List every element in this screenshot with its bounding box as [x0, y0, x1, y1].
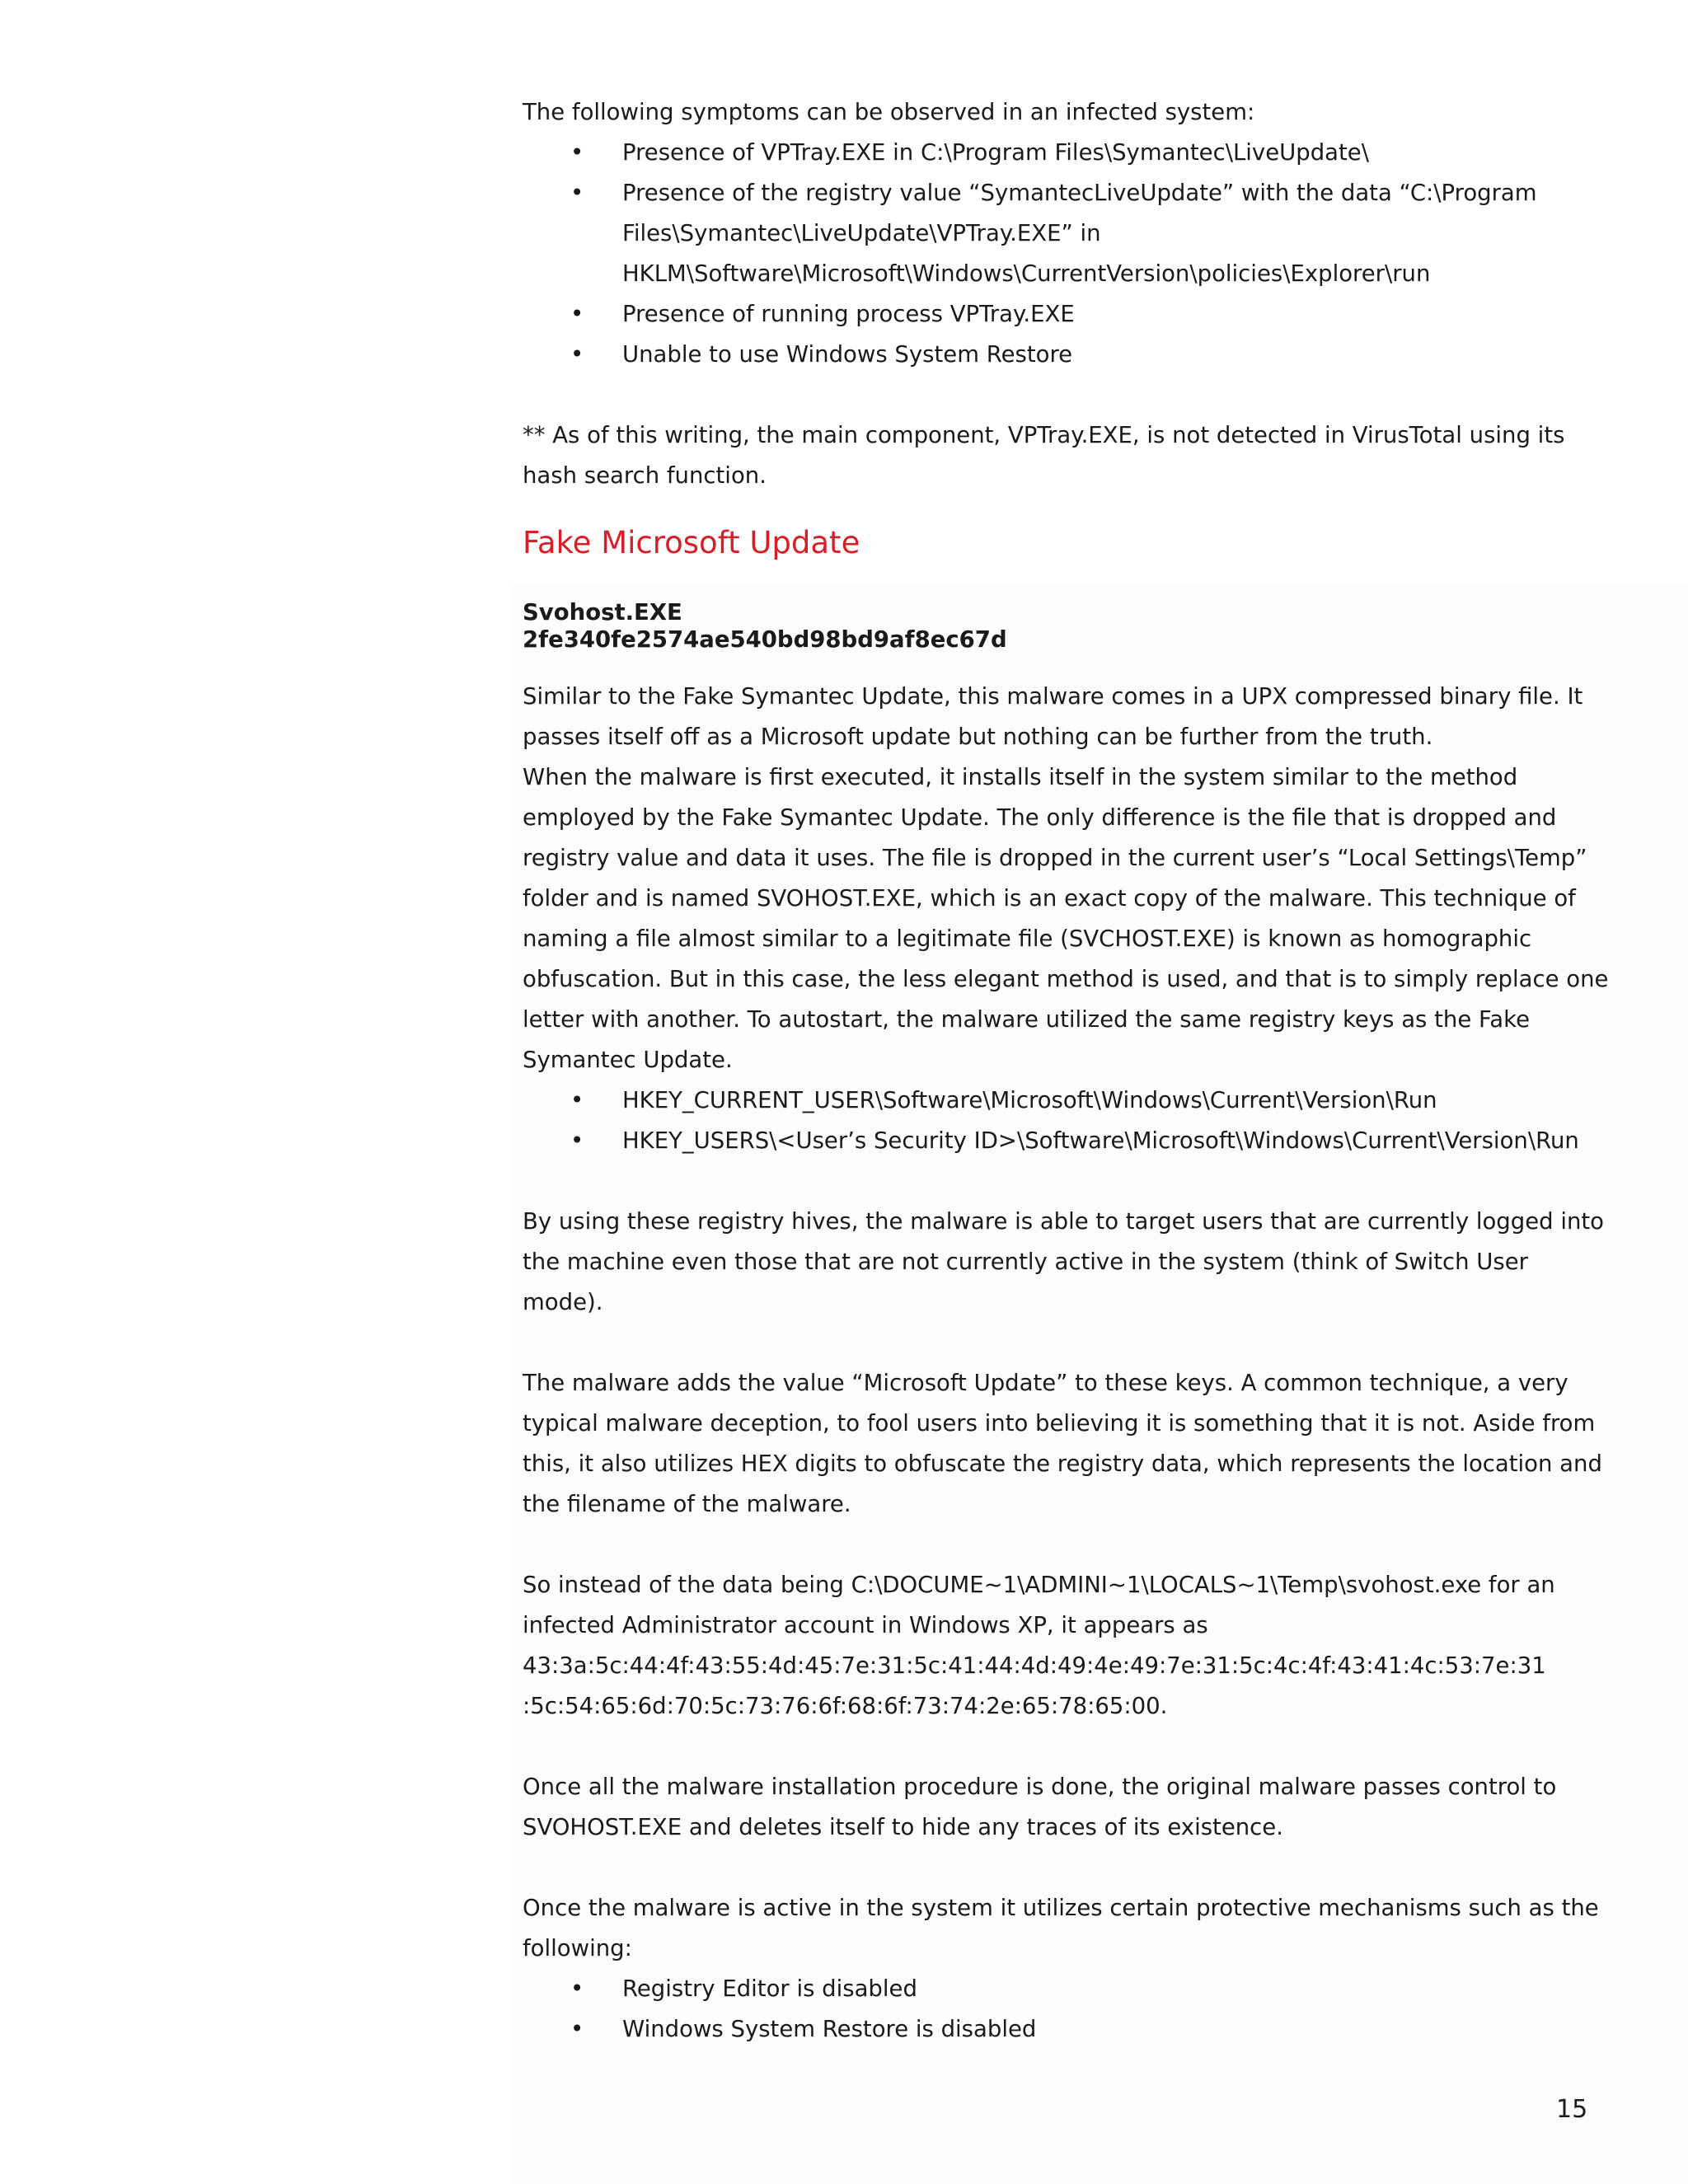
paragraph-intro: Similar to the Fake Symantec Update, this malware comes in a UPX compressed binary file. It passes itself off as a Microsoft update but nothing can be further from the truth.	[523, 683, 1583, 750]
list-item: • Registry Editor is disabled	[523, 1969, 1611, 2009]
file-hash: 2fe340fe2574ae540bd98bd9af8ec67d	[523, 626, 1007, 653]
symptoms-list	[523, 133, 1611, 375]
paragraph-protections: Once the malware is active in the system it utilizes certain protective mechanisms such as the following:	[523, 1895, 1599, 1961]
bullet-icon: •	[570, 1975, 584, 2002]
list-item: • Windows System Restore is disabled	[523, 2009, 1611, 2050]
paragraph-installation: When the malware is first executed, it installs itself in the system similar to the method employed by the Fake Symantec Update. The only difference is the file that is dropped and registry value and data it uses. The file is dropped in the current user’s “Local Settings\Temp” folder and is named SVOHOST.EXE, which is an exact copy of the malware. This technique of naming a file almost similar to a legitimate file (SVCHOST.EXE) is known as homographic obfuscation. But in this case, the less elegant method is used, and that is to simply replace one letter with another. To autostart, the malware utilized the same registry keys as the Fake Symantec Update.	[523, 764, 1609, 1073]
paragraph-hex-data: So instead of the data being C:\DOCUME~1\ADMINI~1\LOCALS~1\Temp\svohost.exe for an infected Administrator account in Windows XP, it appears as 43:3a:5c:44:4f:43:55:4d:45:7e:31:5c:41:44:4d:49:4e:49:7e:31:5c:4c:4f:43:41:4c:53:7e:31 :5c:54:65:6d:70:5c:73:76:6f:68:6f:73:74:2e:65:78:65:00.	[523, 1572, 1555, 1719]
bullet-icon: •	[570, 139, 584, 166]
bullet-icon: •	[570, 1087, 584, 1113]
virustotal-note: ** As of this writing, the main component, VPTray.EXE, is not detected in VirusTotal using its hash search function.	[523, 422, 1565, 489]
paragraph-value-obfuscation: The malware adds the value “Microsoft Update” to these keys. A common technique, a very typical malware deception, to fool users into believing it is something that it is not. Aside from this, it also utilizes HEX digits to obfuscate the registry data, which represents the location and the filename of the malware.	[523, 1370, 1602, 1517]
page-content	[523, 92, 1611, 2050]
symptoms-intro: The following symptoms can be observed in an infected system:	[523, 99, 1255, 125]
registry-keys-list	[523, 1080, 1611, 1161]
list-item: • Unable to use Windows System Restore	[523, 335, 1611, 375]
protections-list	[523, 1969, 1611, 2050]
bullet-icon: •	[570, 1127, 584, 1154]
bullet-icon: •	[570, 301, 584, 327]
list-item: • Presence of the registry value “SymantecLiveUpdate” with the data “C:\Program Files\Symantec\LiveUpdate\VPTray.EXE” in HKLM\Software\Microsoft\Windows\CurrentVersion\policies\Explorer\run	[523, 173, 1611, 294]
bullet-icon: •	[570, 180, 584, 206]
list-item: • HKEY_CURRENT_USER\Software\Microsoft\Windows\Current\Version\Run	[523, 1080, 1611, 1121]
section-heading: Fake Microsoft Update	[523, 525, 860, 560]
list-item: • Presence of running process VPTray.EXE	[523, 294, 1611, 335]
list-item: • HKEY_USERS\<User’s Security ID>\Software\Microsoft\Windows\Current\Version\Run	[523, 1121, 1611, 1161]
file-name: Svohost.EXE	[523, 599, 682, 626]
page-number: 15	[1556, 2095, 1588, 2124]
list-item: • Presence of VPTray.EXE in C:\Program Files\Symantec\LiveUpdate\	[523, 133, 1611, 173]
paragraph-control-transfer: Once all the malware installation procedure is done, the original malware passes control to SVOHOST.EXE and deletes itself to hide any traces of its existence.	[523, 1774, 1557, 1840]
bullet-icon: •	[570, 341, 584, 368]
bullet-icon: •	[570, 2016, 584, 2042]
paragraph-registry-hives: By using these registry hives, the malware is able to target users that are currently logged into the machine even those that are not currently active in the system (think of Switch User mode).	[523, 1208, 1605, 1315]
